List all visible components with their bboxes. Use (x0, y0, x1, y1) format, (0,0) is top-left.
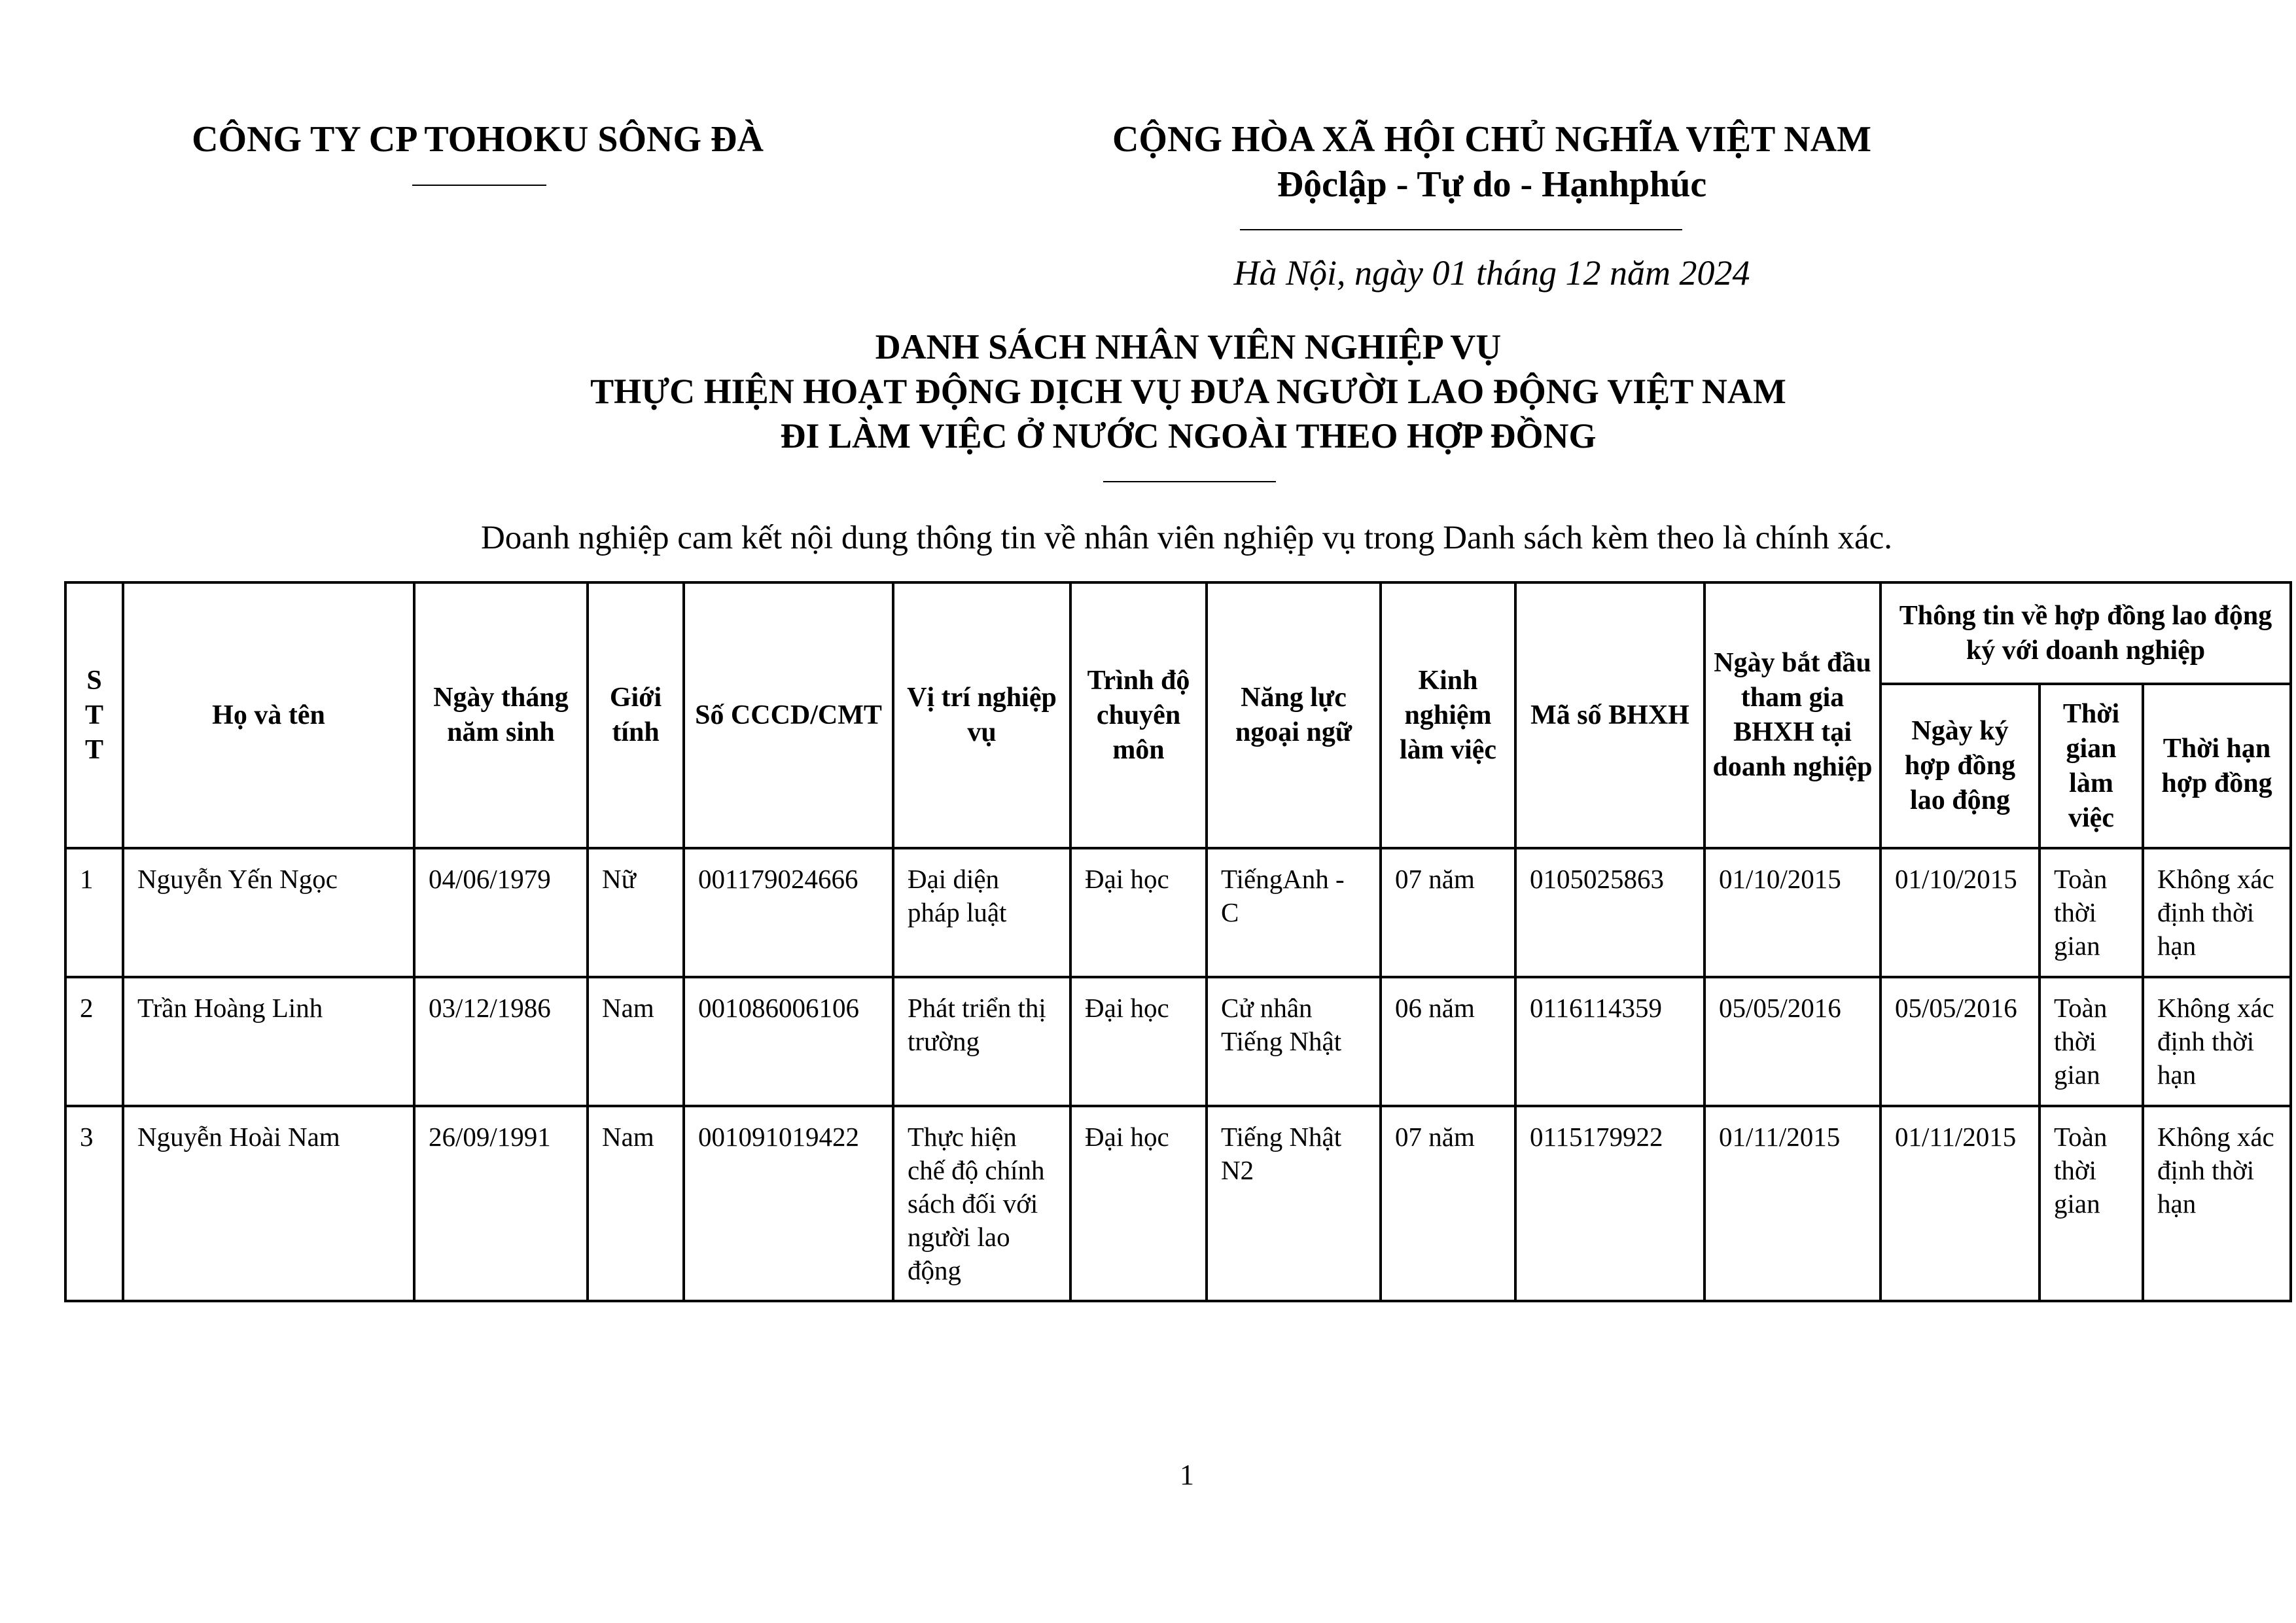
cell-contract-date: 05/05/2016 (1881, 977, 2040, 1106)
cell-insurance: 0116114359 (1515, 977, 1704, 1106)
company-name: CÔNG TY CP TOHOKU SÔNG ĐÀ (192, 119, 764, 160)
cell-work-time: Toàn thời gian (2040, 977, 2143, 1106)
cell-language: TiếngAnh - C (1207, 848, 1381, 977)
cell-stt: 1 (65, 848, 123, 977)
cell-language: Tiếng Nhật N2 (1207, 1106, 1381, 1301)
cell-gender: Nam (588, 1106, 684, 1301)
cell-name: Nguyễn Yến Ngọc (123, 848, 414, 977)
col-header-id: Số CCCD/CMT (684, 582, 893, 848)
cell-dob: 03/12/1986 (414, 977, 588, 1106)
commitment-statement: Doanh nghiệp cam kết nội dung thông tin về nhân viên nghiệp vụ trong Danh sách kèm theo là chính xác. (480, 520, 1893, 556)
cell-gender: Nữ (588, 848, 684, 977)
cell-stt: 3 (65, 1106, 123, 1301)
cell-insurance: 0105025863 (1515, 848, 1704, 977)
cell-experience: 06 năm (1381, 977, 1515, 1106)
document-title-line-1: DANH SÁCH NHÂN VIÊN NGHIỆP VỤ (875, 327, 1502, 366)
date-line: Hà Nội, ngày 01 tháng 12 năm 2024 (1233, 253, 1750, 293)
document-title-line-2: THỰC HIỆN HOẠT ĐỘNG DỊCH VỤ ĐƯA NGƯỜI LAO ĐỘNG VIỆT NAM (590, 372, 1786, 411)
cell-id: 001086006106 (684, 977, 893, 1106)
cell-id: 001179024666 (684, 848, 893, 977)
table-row (65, 977, 2291, 1106)
cell-language: Cử nhân Tiếng Nhật (1207, 977, 1381, 1106)
cell-contract-term: Không xác định thời hạn (2143, 1106, 2291, 1301)
col-header-dob: Ngày tháng năm sinh (414, 582, 588, 848)
cell-insurance-start: 01/10/2015 (1704, 848, 1881, 977)
cell-position: Đại diện pháp luật (893, 848, 1070, 977)
cell-position: Phát triển thị trường (893, 977, 1070, 1106)
col-header-contract-term: Thời hạn hợp đồng (2143, 684, 2291, 848)
col-header-stt: S T T (65, 582, 123, 848)
col-header-gender: Giới tính (588, 582, 684, 848)
cell-stt: 2 (65, 977, 123, 1106)
company-underline (412, 185, 546, 186)
cell-insurance-start: 01/11/2015 (1704, 1106, 1881, 1301)
cell-id: 001091019422 (684, 1106, 893, 1301)
cell-contract-date: 01/11/2015 (1881, 1106, 2040, 1301)
col-header-work-time: Thời gian làm việc (2040, 684, 2143, 848)
col-header-contract-group: Thông tin về hợp đồng lao động ký với doanh nghiệp (1881, 582, 2291, 684)
cell-insurance-start: 05/05/2016 (1704, 977, 1881, 1106)
cell-gender: Nam (588, 977, 684, 1106)
cell-name: Nguyễn Hoài Nam (123, 1106, 414, 1301)
motto-underline (1240, 229, 1682, 230)
cell-contract-term: Không xác định thời hạn (2143, 848, 2291, 977)
col-header-language: Năng lực ngoại ngữ (1207, 582, 1381, 848)
col-header-education: Trình độ chuyên môn (1070, 582, 1207, 848)
table-row (65, 1106, 2291, 1301)
cell-work-time: Toàn thời gian (2040, 848, 2143, 977)
cell-dob: 26/09/1991 (414, 1106, 588, 1301)
cell-name: Trần Hoàng Linh (123, 977, 414, 1106)
cell-insurance: 0115179922 (1515, 1106, 1704, 1301)
cell-contract-term: Không xác định thời hạn (2143, 977, 2291, 1106)
cell-work-time: Toàn thời gian (2040, 1106, 2143, 1301)
col-header-name: Họ và tên (123, 582, 414, 848)
col-header-insurance-start: Ngày bắt đầu tham gia BHXH tại doanh nghiệp (1704, 582, 1881, 848)
document-title-line-3: ĐI LÀM VIỆC Ở NƯỚC NGOÀI THEO HỢP ĐỒNG (780, 416, 1597, 455)
col-header-insurance: Mã số BHXH (1515, 582, 1704, 848)
cell-experience: 07 năm (1381, 1106, 1515, 1301)
table-row (65, 848, 2291, 977)
cell-education: Đại học (1070, 848, 1207, 977)
col-header-experience: Kinh nghiệm làm việc (1381, 582, 1515, 848)
page-number: 1 (1180, 1459, 1194, 1491)
cell-position: Thực hiện chế độ chính sách đối với người lao động (893, 1106, 1070, 1301)
cell-contract-date: 01/10/2015 (1881, 848, 2040, 977)
cell-education: Đại học (1070, 1106, 1207, 1301)
nation-title: CỘNG HÒA XÃ HỘI CHỦ NGHĨA VIỆT NAM (1112, 119, 1872, 160)
title-underline (1103, 481, 1276, 482)
cell-dob: 04/06/1979 (414, 848, 588, 977)
col-header-contract-date: Ngày ký hợp đồng lao động (1881, 684, 2040, 848)
col-header-position: Vị trí nghiệp vụ (893, 582, 1070, 848)
national-motto: Độclập - Tự do - Hạnhphúc (1277, 164, 1707, 205)
staff-table (64, 581, 2292, 1302)
cell-experience: 07 năm (1381, 848, 1515, 977)
cell-education: Đại học (1070, 977, 1207, 1106)
